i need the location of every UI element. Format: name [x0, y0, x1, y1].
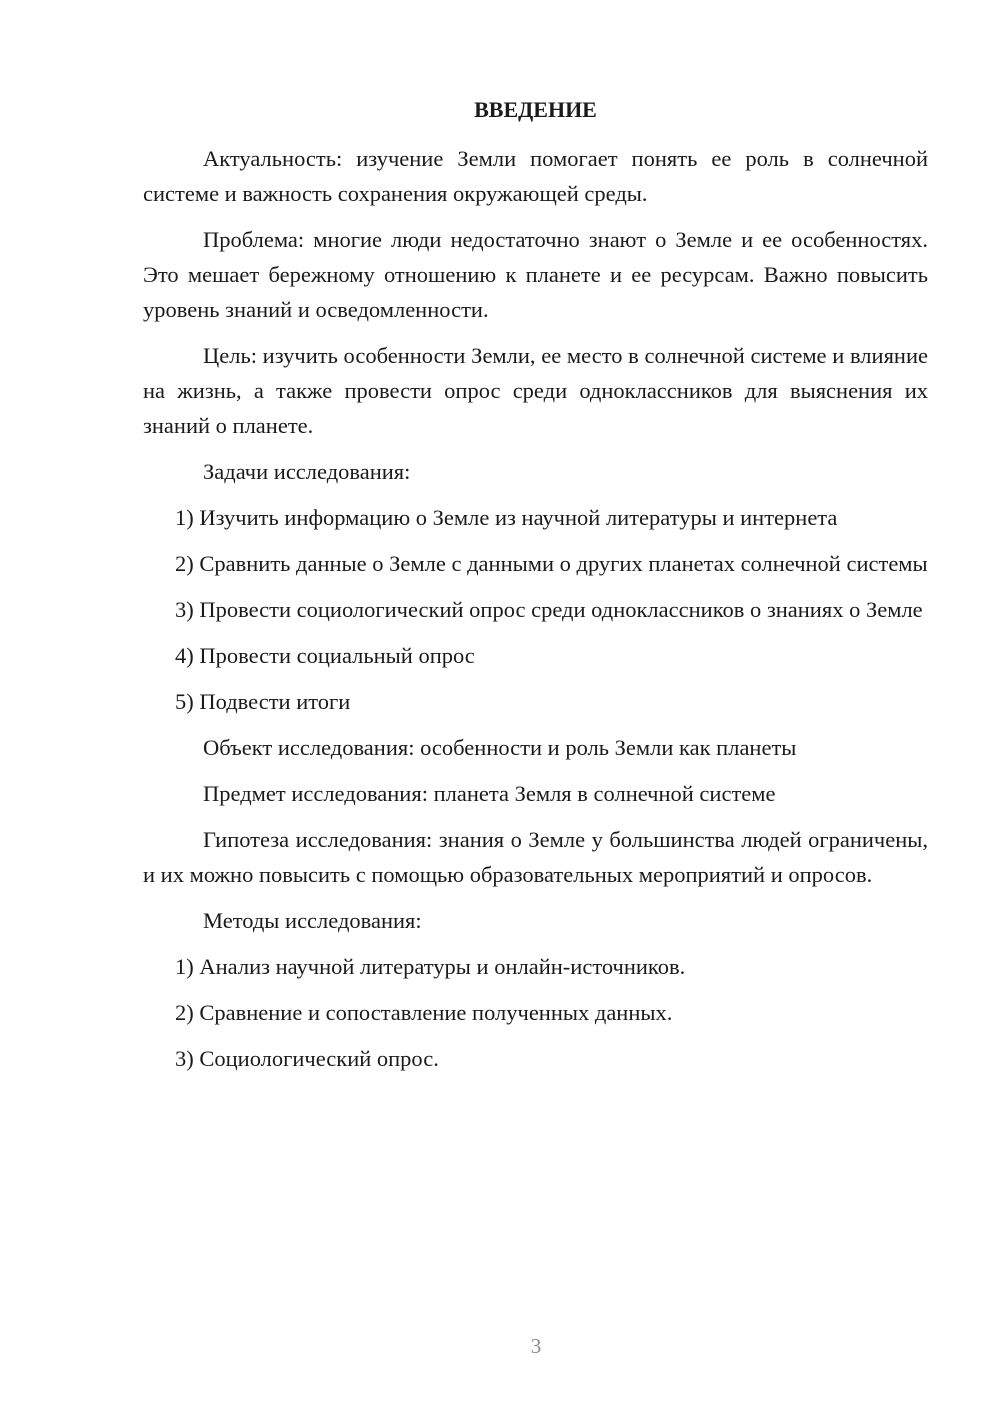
document-body [143, 92, 928, 1087]
section-title: ВВЕДЕНИЕ [474, 97, 597, 122]
task-item-4: 4) Провести социальный опрос [175, 643, 475, 668]
paragraph-problem: Проблема: многие люди недостаточно знают о Земле и ее особенностях. Это мешает бережному отношению к планете и ее ресурсам. Важно повысить уровень знаний и осведомленности. [143, 227, 928, 322]
task-item-1: 1) Изучить информацию о Земле из научной литературы и интернета [175, 505, 838, 530]
methods-heading: Методы исследования: [203, 908, 422, 933]
task-item-2: 2) Сравнить данные о Земле с данными о других планетах солнечной системы [175, 551, 928, 576]
research-hypothesis: Гипотеза исследования: знания о Земле у большинства людей ограничены, и их можно повысить с помощью образовательных мероприятий и опросов. [143, 827, 928, 887]
research-subject: Предмет исследования: планета Земля в солнечной системе [203, 781, 776, 806]
method-item-3: 3) Социологический опрос. [175, 1046, 439, 1071]
task-item-5: 5) Подвести итоги [175, 689, 351, 714]
paragraph-goal: Цель: изучить особенности Земли, ее место в солнечной системе и влияние на жизнь, а также провести опрос среди одноклассников для выяснения их знаний о планете. [143, 343, 928, 438]
paragraph-relevance: Актуальность: изучение Земли помогает понять ее роль в солнечной системе и важность сохранения окружающей среды. [143, 146, 928, 206]
method-item-2: 2) Сравнение и сопоставление полученных данных. [175, 1000, 673, 1025]
tasks-heading: Задачи исследования: [203, 459, 411, 484]
method-item-1: 1) Анализ научной литературы и онлайн-источников. [175, 954, 686, 979]
page-number: 3 [530, 1334, 542, 1358]
task-item-3: 3) Провести социологический опрос среди одноклассников о знаниях о Земле [175, 597, 923, 622]
research-object: Объект исследования: особенности и роль Земли как планеты [203, 735, 797, 760]
